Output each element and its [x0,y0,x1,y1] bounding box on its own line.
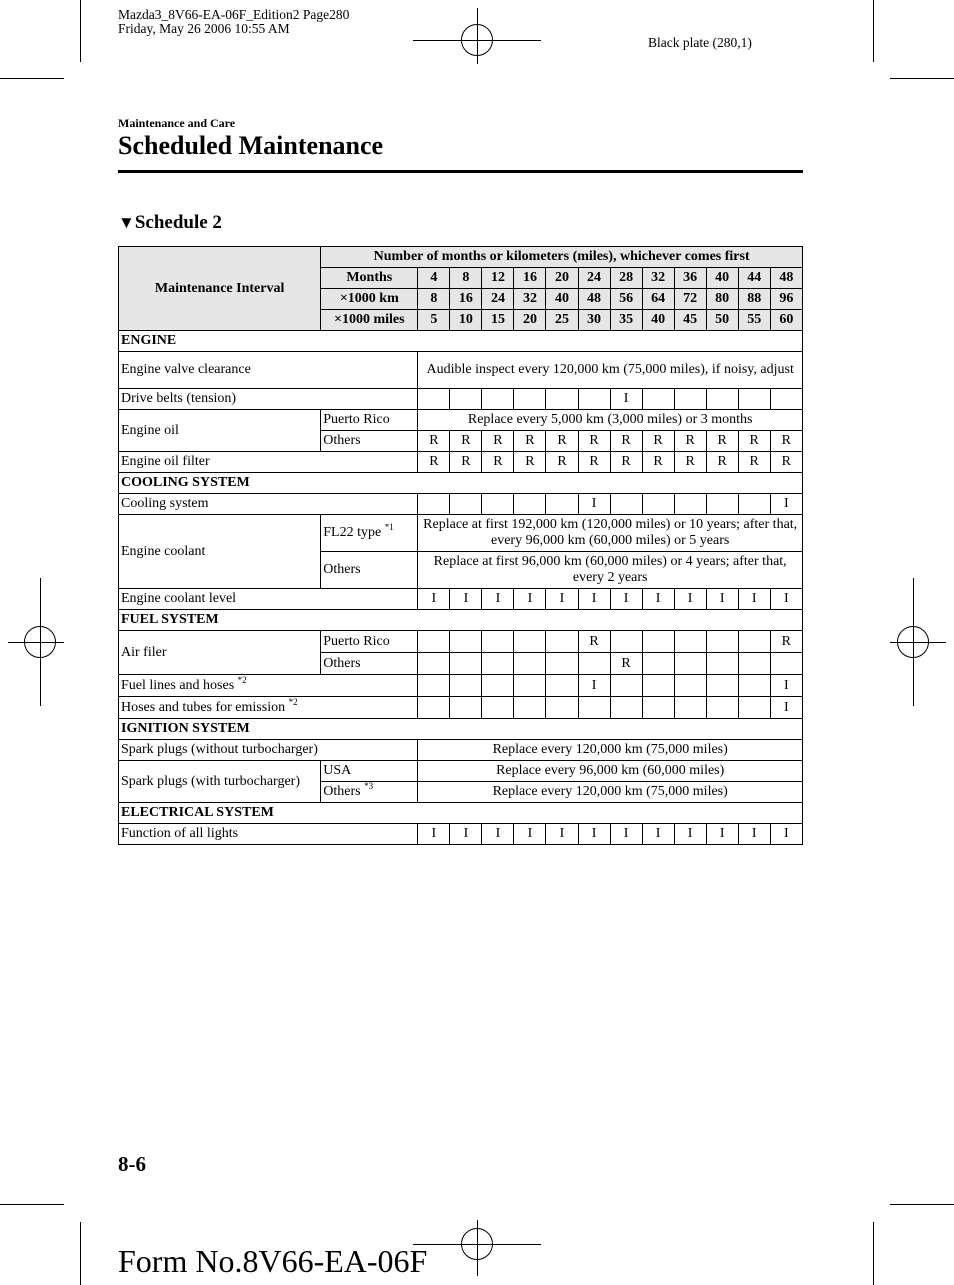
schedule-cell [482,631,514,653]
km-interval-cell: 32 [514,289,546,310]
schedule-cell [450,697,482,719]
schedule-cell [706,494,738,515]
schedule-cell [642,631,674,653]
file-name-line: Mazda3_8V66-EA-06F_Edition2 Page280 [118,7,350,22]
schedule-cell [674,389,706,410]
footnote-ref-2b: *2 [288,696,298,707]
oil-puerto-rico-label: Puerto Rico [321,410,418,431]
coolant-others-label: Others [321,552,418,589]
schedule-cell [514,631,546,653]
category-fuel: FUEL SYSTEM [119,610,803,631]
schedule-cell [450,389,482,410]
schedule-cell: I [418,589,450,610]
schedule-cell: R [578,631,610,653]
miles-interval-cell: 10 [450,310,482,331]
km-interval-cell: 80 [706,289,738,310]
date-line: Friday, May 26 2006 10:55 AM [118,21,290,36]
schedule-cell [674,697,706,719]
page-number: 8-6 [118,1152,146,1176]
miles-interval-cell: 5 [418,310,450,331]
miles-interval-cell: 20 [514,310,546,331]
schedule-cell [482,494,514,515]
row-label-oil: Engine oil [119,410,321,452]
schedule-cell: R [450,452,482,473]
schedule-cell [738,389,770,410]
schedule-cell: R [706,431,738,452]
schedule-cell: I [770,675,802,697]
row-label-spark-turbo: Spark plugs (with turbocharger) [119,761,321,803]
schedule-cell [546,697,578,719]
air-others-label: Others [321,653,418,675]
months-interval-cell: 4 [418,268,450,289]
schedule-cell [706,675,738,697]
schedule-cell: R [770,452,802,473]
schedule-cell: R [610,431,642,452]
spark-turbo-usa-instruction: Replace every 96,000 km (60,000 miles) [418,761,803,782]
schedule-cell [642,494,674,515]
form-number: Form No.8V66-EA-06F [118,1243,428,1279]
category-cooling: COOLING SYSTEM [119,473,803,494]
schedule-cell [610,631,642,653]
page-title: Scheduled Maintenance [118,131,384,160]
miles-interval-cell: 50 [706,310,738,331]
row-label-fuel-lines [119,675,418,697]
schedule-cell: I [514,824,546,845]
schedule-cell: R [578,452,610,473]
miles-interval-cell: 40 [642,310,674,331]
months-interval-cell: 24 [578,268,610,289]
footnote-ref-2: *2 [237,674,247,685]
schedule-cell: I [610,389,642,410]
schedule-cell: R [418,431,450,452]
schedule-cell: I [482,589,514,610]
schedule-cell [514,697,546,719]
miles-interval-cell: 45 [674,310,706,331]
coolant-others-instruction: Replace at first 96,000 km (60,000 miles) or 4 years; after that, every 2 years [418,552,803,589]
schedule-cell [706,631,738,653]
schedule-cell: R [482,431,514,452]
schedule-cell: I [706,589,738,610]
km-interval-cell: 8 [418,289,450,310]
schedule-cell [450,675,482,697]
schedule-cell [450,631,482,653]
months-interval-cell: 44 [738,268,770,289]
valve-instruction: Audible inspect every 120,000 km (75,000 miles), if noisy, adjust [418,352,803,389]
row-label-emission [119,697,418,719]
schedule-cell [418,653,450,675]
schedule-cell: R [610,452,642,473]
schedule-cell [418,697,450,719]
schedule-cell: I [514,589,546,610]
months-interval-cell: 16 [514,268,546,289]
row-label-cooling: Cooling system [119,494,418,515]
km-interval-cell: 24 [482,289,514,310]
schedule-cell [706,697,738,719]
interval-span-heading: Number of months or kilometers (miles), whichever comes first [321,247,803,268]
schedule-cell: R [546,452,578,473]
schedule-cell [770,653,802,675]
schedule-cell: I [642,589,674,610]
schedule-heading [118,212,222,234]
schedule-cell: R [578,431,610,452]
row-label-oil-filter: Engine oil filter [119,452,418,473]
spark-turbo-others-cell [321,782,418,803]
schedule-cell [578,653,610,675]
schedule-cell: R [610,653,642,675]
months-interval-cell: 12 [482,268,514,289]
spark-turbo-others-instruction: Replace every 120,000 km (75,000 miles) [418,782,803,803]
schedule-cell: R [642,431,674,452]
schedule-cell [674,631,706,653]
row-label-valve: Engine valve clearance [119,352,418,389]
schedule-cell: I [674,824,706,845]
miles-interval-cell: 35 [610,310,642,331]
schedule-cell: R [674,452,706,473]
miles-label: ×1000 miles [321,310,418,331]
oil-others-label: Others [321,431,418,452]
schedule-cell [418,675,450,697]
schedule-cell: R [738,431,770,452]
schedule-cell: R [706,452,738,473]
section-label: Maintenance and Care [118,116,236,130]
maintenance-interval-header: Maintenance Interval [119,247,321,331]
schedule-cell [674,653,706,675]
row-label-air: Air filer [119,631,321,675]
months-interval-cell: 28 [610,268,642,289]
schedule-cell [546,675,578,697]
schedule-cell: I [738,824,770,845]
schedule-cell: I [642,824,674,845]
schedule-cell: I [674,589,706,610]
oil-puerto-rico-instruction: Replace every 5,000 km (3,000 miles) or 3 months [418,410,803,431]
spark-turbo-others-label: Others [323,784,361,799]
schedule-cell: I [418,824,450,845]
schedule-cell [674,494,706,515]
schedule-cell: R [738,452,770,473]
schedule-cell: I [770,494,802,515]
schedule-cell [546,389,578,410]
schedule-cell [578,697,610,719]
km-interval-cell: 64 [642,289,674,310]
schedule-cell: R [418,452,450,473]
schedule-cell [418,389,450,410]
schedule-cell [514,675,546,697]
schedule-cell [738,675,770,697]
schedule-cell: R [770,431,802,452]
schedule-cell [770,389,802,410]
schedule-cell: I [770,589,802,610]
miles-interval-cell: 60 [770,310,802,331]
row-label-lights: Function of all lights [119,824,418,845]
schedule-cell [610,494,642,515]
schedule-cell: R [514,431,546,452]
schedule-cell: I [482,824,514,845]
schedule-cell [706,389,738,410]
schedule-cell [610,675,642,697]
schedule-cell: R [642,452,674,473]
schedule-cell: R [482,452,514,473]
title-divider [118,170,803,173]
schedule-cell: I [706,824,738,845]
miles-interval-cell: 15 [482,310,514,331]
triangle-marker-icon: ▼ [118,213,135,232]
miles-interval-cell: 55 [738,310,770,331]
schedule-cell: I [578,675,610,697]
schedule-cell [482,653,514,675]
schedule-cell: I [450,824,482,845]
emission-label: Hoses and tubes for emission [121,699,286,715]
file-info [118,8,349,36]
row-label-belts: Drive belts (tension) [119,389,418,410]
category-electrical: ELECTRICAL SYSTEM [119,803,803,824]
schedule-cell [482,697,514,719]
schedule-cell [642,675,674,697]
km-label: ×1000 km [321,289,418,310]
plate-label: Black plate (280,1) [648,35,752,50]
coolant-fl22-instruction: Replace at first 192,000 km (120,000 miles) or 10 years; after that, every 96,000 km (60,000 miles) or 5 years [418,515,803,552]
schedule-cell: R [770,631,802,653]
schedule-cell [738,494,770,515]
months-interval-cell: 40 [706,268,738,289]
km-interval-cell: 48 [578,289,610,310]
row-label-coolant-level: Engine coolant level [119,589,418,610]
schedule-cell: I [450,589,482,610]
km-interval-cell: 72 [674,289,706,310]
miles-interval-cell: 25 [546,310,578,331]
coolant-fl22-label: FL22 type [323,525,382,540]
km-interval-cell: 88 [738,289,770,310]
schedule-cell: I [546,589,578,610]
footnote-ref-1: *1 [384,522,394,532]
row-label-spark-no-turbo: Spark plugs (without turbocharger) [119,740,418,761]
schedule-cell [546,494,578,515]
months-interval-cell: 36 [674,268,706,289]
maintenance-schedule-table [118,246,803,845]
schedule-title: Schedule 2 [134,212,222,233]
schedule-cell [738,653,770,675]
schedule-cell [546,653,578,675]
schedule-cell [610,697,642,719]
schedule-cell [738,697,770,719]
spark-no-turbo-instruction: Replace every 120,000 km (75,000 miles) [418,740,803,761]
schedule-cell [642,697,674,719]
schedule-cell [546,631,578,653]
schedule-cell [418,631,450,653]
category-engine: ENGINE [119,331,803,352]
schedule-cell [514,653,546,675]
km-interval-cell: 40 [546,289,578,310]
km-interval-cell: 56 [610,289,642,310]
schedule-cell: R [514,452,546,473]
schedule-cell: R [450,431,482,452]
schedule-cell [514,389,546,410]
months-interval-cell: 48 [770,268,802,289]
row-label-coolant: Engine coolant [119,515,321,589]
schedule-cell: I [578,589,610,610]
coolant-fl22-cell [321,515,418,552]
months-interval-cell: 20 [546,268,578,289]
schedule-cell [578,389,610,410]
km-interval-cell: 16 [450,289,482,310]
schedule-cell: I [578,494,610,515]
schedule-cell [642,389,674,410]
schedule-cell: I [546,824,578,845]
schedule-cell [482,675,514,697]
schedule-cell: I [770,697,802,719]
schedule-cell [706,653,738,675]
spark-turbo-usa-label: USA [321,761,418,782]
footnote-ref-3: *3 [364,781,374,791]
schedule-cell [450,653,482,675]
km-interval-cell: 96 [770,289,802,310]
schedule-cell [674,675,706,697]
schedule-cell [418,494,450,515]
schedule-cell [738,631,770,653]
schedule-cell: I [610,824,642,845]
schedule-cell [642,653,674,675]
schedule-cell: R [674,431,706,452]
schedule-cell: I [738,589,770,610]
schedule-cell [514,494,546,515]
schedule-cell [450,494,482,515]
category-ignition: IGNITION SYSTEM [119,719,803,740]
schedule-cell: I [610,589,642,610]
fuel-lines-label: Fuel lines and hoses [121,677,235,693]
schedule-cell: R [546,431,578,452]
schedule-cell [482,389,514,410]
months-label: Months [321,268,418,289]
schedule-cell: I [578,824,610,845]
months-interval-cell: 32 [642,268,674,289]
air-puerto-rico-label: Puerto Rico [321,631,418,653]
miles-interval-cell: 30 [578,310,610,331]
months-interval-cell: 8 [450,268,482,289]
schedule-cell: I [770,824,802,845]
